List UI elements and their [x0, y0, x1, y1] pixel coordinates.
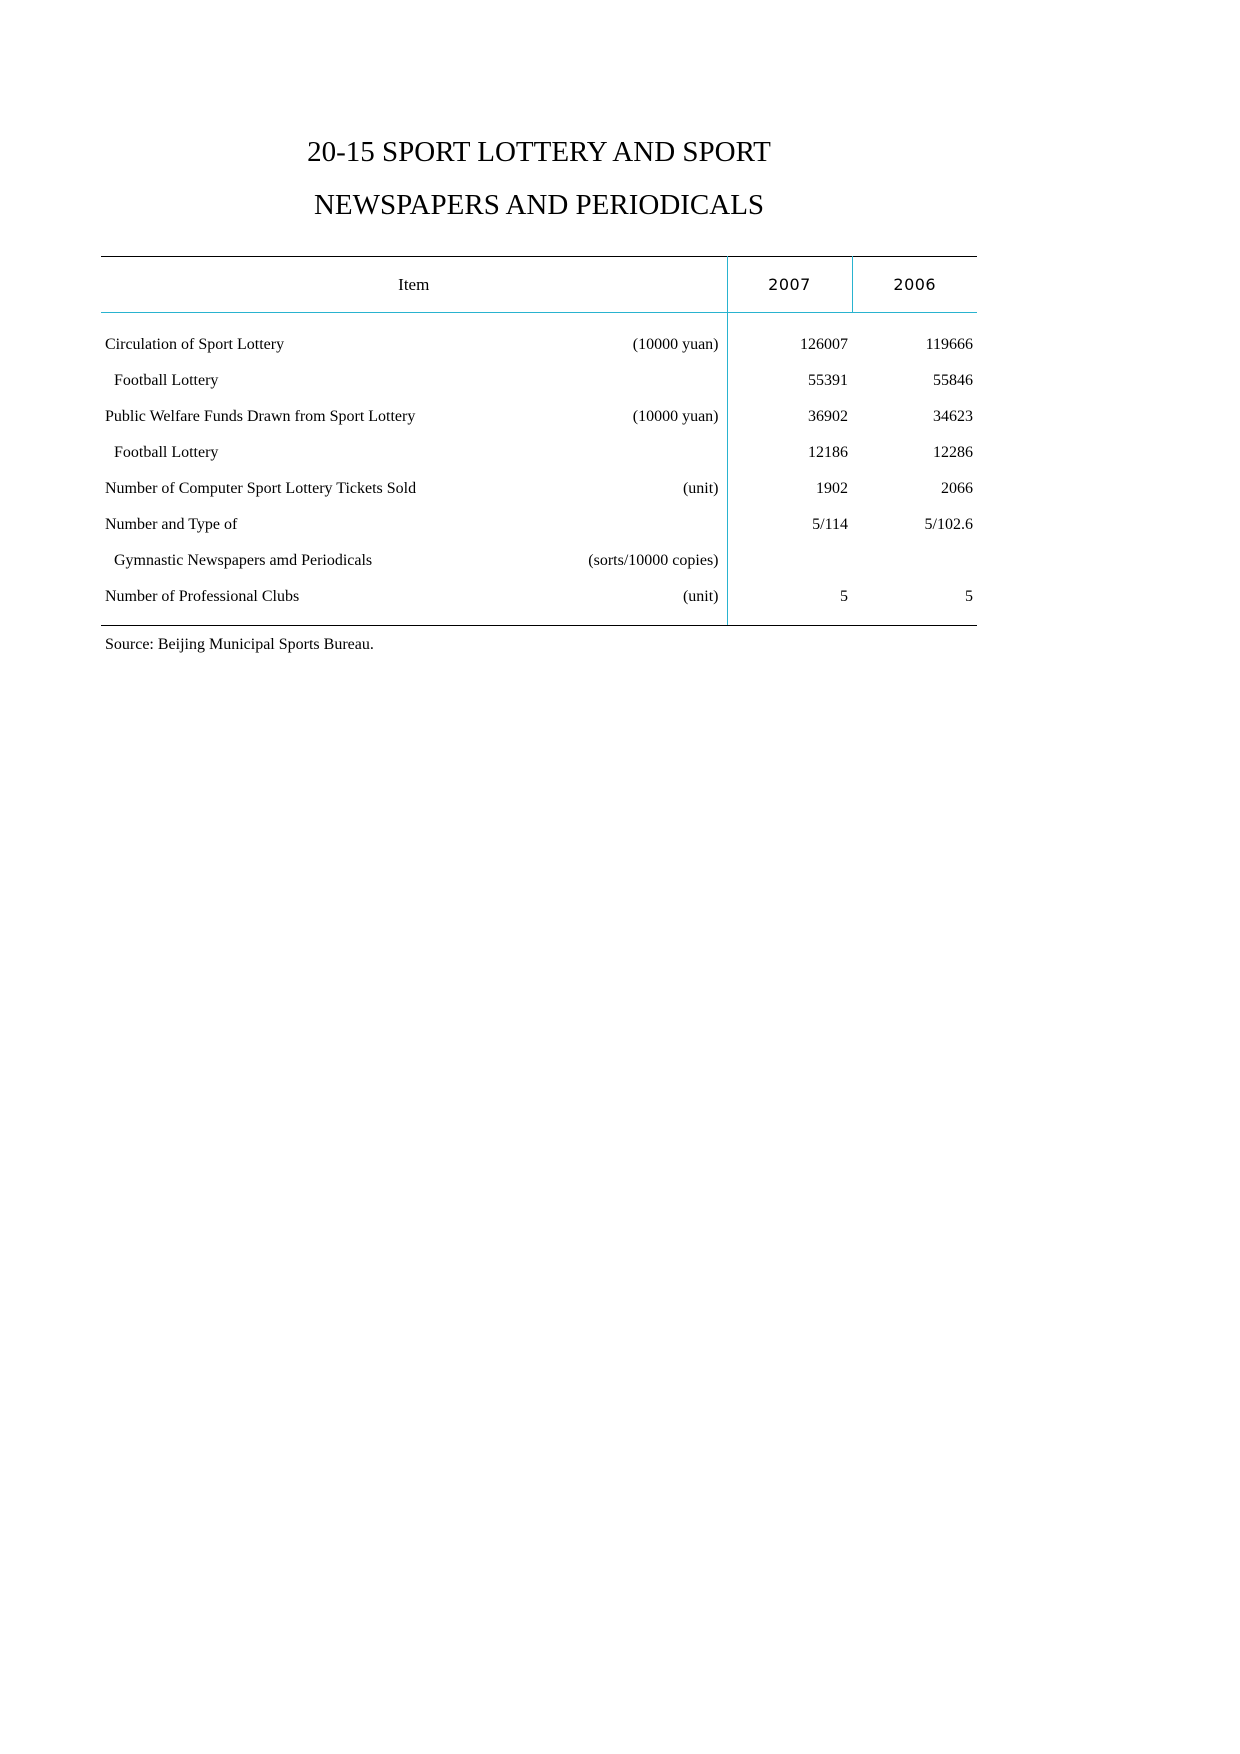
table-row: [101, 471, 977, 507]
page-title-line-1: 20-15 SPORT LOTTERY AND SPORT: [307, 136, 771, 168]
table-header: [101, 257, 977, 313]
row-label: Circulation of Sport Lottery: [105, 336, 285, 353]
row-value-2007: 36902: [808, 408, 848, 425]
table-row: [101, 543, 977, 579]
table-row: [101, 507, 977, 543]
row-item-cell: [101, 313, 727, 364]
row-label: Football Lottery: [114, 444, 219, 461]
table-header-row: [101, 257, 977, 313]
row-unit: (sorts/10000 copies): [588, 552, 719, 569]
row-value-2006: 12286: [933, 444, 973, 461]
table-row: [101, 579, 977, 626]
row-item-cell: [101, 399, 727, 435]
row-item-cell: [101, 471, 727, 507]
row-value-2007: 126007: [800, 336, 848, 353]
row-unit: (10000 yuan): [632, 336, 719, 353]
row-label: Number and Type of: [105, 516, 238, 533]
table-row: [101, 363, 977, 399]
table-row: [101, 399, 977, 435]
row-item-cell: [101, 435, 727, 471]
row-value-2007: [727, 543, 852, 579]
row-value-2006: 2066: [941, 480, 973, 497]
source-note: Source: Beijing Municipal Sports Bureau.: [105, 636, 374, 653]
row-label: Number of Computer Sport Lottery Tickets Sold: [105, 480, 417, 497]
column-header-2006: 2006: [852, 257, 977, 313]
row-item-cell: [101, 507, 727, 543]
row-value-2006: 119666: [925, 336, 973, 353]
row-value-2007: 55391: [808, 372, 848, 389]
row-item-cell: [101, 543, 727, 579]
row-value-2007: 1902: [816, 480, 848, 497]
statistics-table-container: [101, 256, 977, 626]
column-header-item: Item: [101, 257, 727, 313]
row-label: Number of Professional Clubs: [105, 588, 300, 605]
row-value-2006: 5: [852, 579, 977, 626]
column-header-2007: 2007: [727, 257, 852, 313]
row-label: Gymnastic Newspapers amd Periodicals: [114, 552, 373, 569]
row-unit: (10000 yuan): [632, 408, 719, 425]
row-value-2006: 34623: [933, 408, 973, 425]
row-unit: (unit): [682, 588, 719, 605]
table-body: [101, 313, 977, 626]
table-row: [101, 435, 977, 471]
row-unit: (unit): [682, 480, 719, 497]
row-value-2006: 55846: [933, 372, 973, 389]
row-item-cell: [101, 579, 727, 626]
page-title: [101, 126, 977, 232]
row-label: Public Welfare Funds Drawn from Sport Lottery: [105, 408, 416, 425]
statistics-table: [101, 256, 977, 626]
row-label: Football Lottery: [114, 372, 219, 389]
row-value-2007: 12186: [808, 444, 848, 461]
row-value-2007: 5/114: [812, 516, 848, 533]
row-value-2007: 5: [727, 579, 852, 626]
row-value-2006: 5/102.6: [924, 516, 973, 533]
page-title-line-2: NEWSPAPERS AND PERIODICALS: [313, 189, 765, 221]
table-row: [101, 313, 977, 364]
row-value-2006: [852, 543, 977, 579]
row-item-cell: [101, 363, 727, 399]
